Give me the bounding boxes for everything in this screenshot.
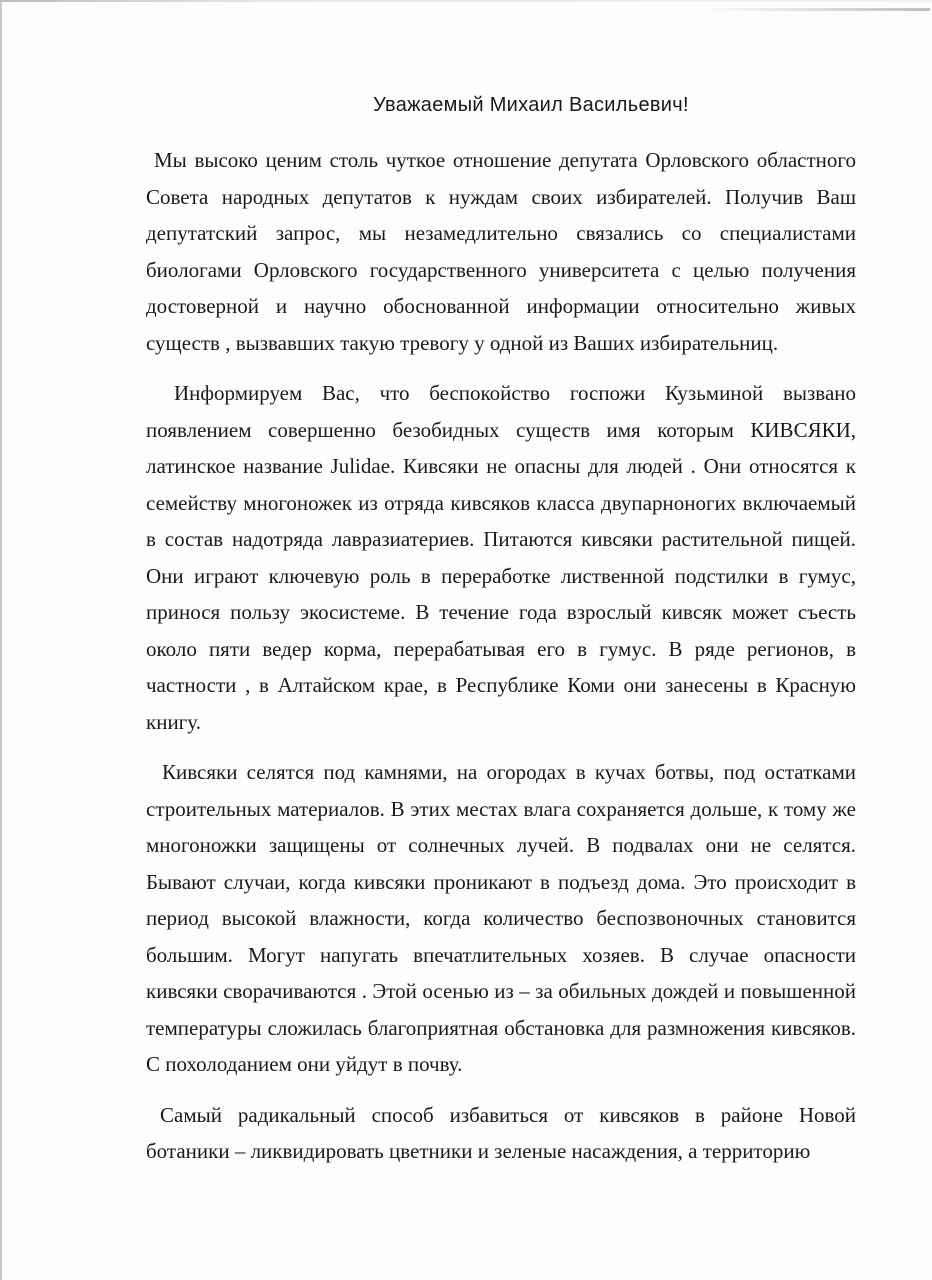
paragraph-2: Информируем Вас, что беспокойство госпожи Кузьминой вызвано появлением совершенно безобидных существ имя которым КИВСЯКИ, латинское название Julidae. Кивсяки не опасны для людей . Они относятся к семейству многоножек из отряда кивсяков класса двупарноногих включаемый в состав надотряда лавразиатериев. Питаются кивсяки растительной пищей. Они играют ключевую роль в переработке лиственной подстилки в гумус, принося пользу экосистеме. В течение года взрослый кивсяк может съесть около пяти ведер корма, перерабатывая его в гумус. В ряде регионов, в частности , в Алтайском крае, в Республике Коми они занесены в Красную книгу. — [146, 381, 856, 734]
letter-body — [146, 88, 856, 1170]
salutation: Уважаемый Михаил Васильевич! — [373, 94, 689, 116]
page-crease — [700, 8, 930, 11]
page-top-edge — [0, 0, 932, 2]
paragraph-1: Мы высоко ценим столь чуткое отношение депутата Орловского областного Совета народных депутатов к нуждам своих избирателей. Получив Ваш депутатский запрос, мы незамедлительно связались со специалистами биологами Орловского государственного университета с целью получения достоверной и научно обоснованной информации относительно живых существ , вызвавших такую тревогу у одной из Ваших избирательниц. — [146, 148, 856, 355]
paragraph-4: Самый радикальный способ избавиться от кивсяков в районе Новой ботаники – ликвидировать цветники и зеленые насаждения, а территорию — [146, 1102, 856, 1163]
page-left-edge — [0, 0, 2, 1280]
paragraph-3: Кивсяки селятся под камнями, на огородах в кучах ботвы, под остатками строительных материалов. В этих местах влага сохраняется дольше, к тому же многоножки защищены от солнечных лучей. В подвалах они не селятся. Бывают случаи, когда кивсяки проникают в подъезд дома. Это происходит в период высокой влажности, когда количество беспозвоночных становится большим. Могут напугать впечатлительных хозяев. В случае опасности кивсяки сворачиваются . Этой осенью из – за обильных дождей и повышенной температуры сложилась благоприятная обстановка для размножения кивсяков. С похолоданием они уйдут в почву. — [146, 760, 856, 1076]
